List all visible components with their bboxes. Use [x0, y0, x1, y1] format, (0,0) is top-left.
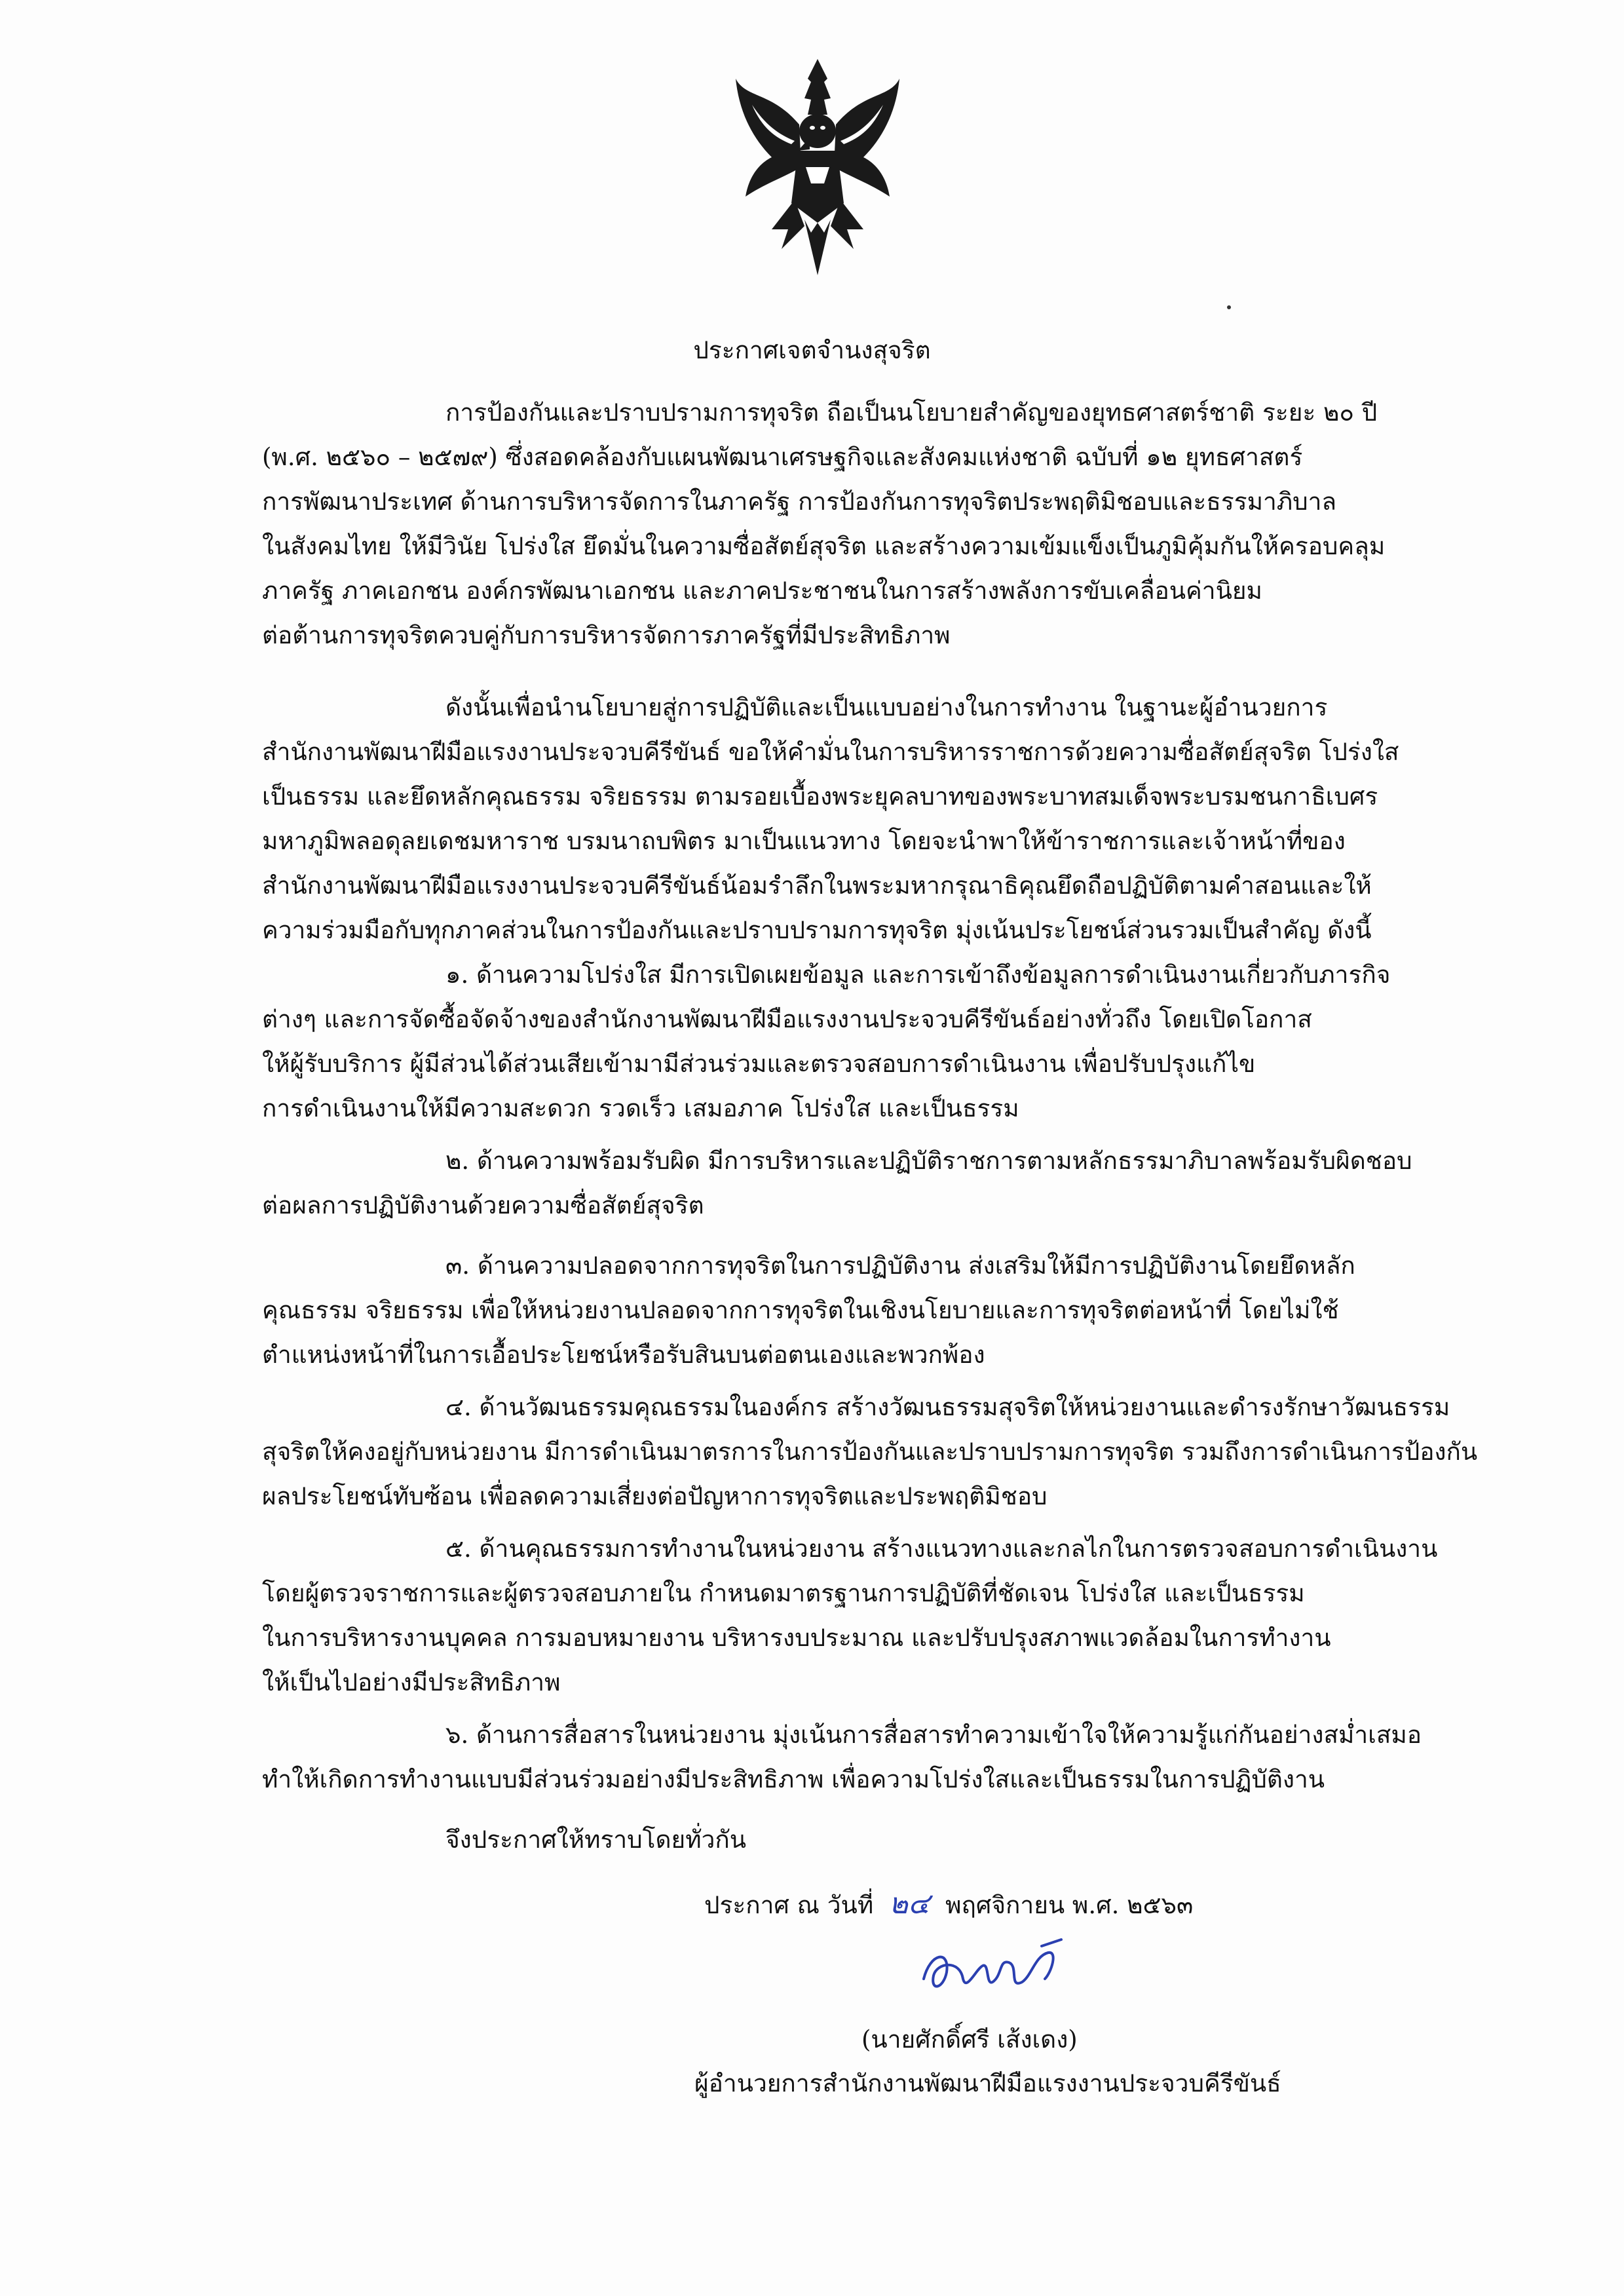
- date-line: [704, 1881, 1193, 1926]
- item-5-line: ในการบริหารงานบุคคล การมอบหมายงาน บริหารงบประมาณ และปรับปรุงสภาพแวดล้อมในการทำงาน: [262, 1624, 1331, 1652]
- item-6-line: ทำให้เกิดการทำงานแบบมีส่วนร่วมอย่างมีประสิทธิภาพ เพื่อความโปร่งใสและเป็นธรรมในการปฏิบัติงาน: [262, 1765, 1325, 1793]
- handwritten-signature: [911, 1933, 1081, 2005]
- item-5-line: ๕. ด้านคุณธรรมการทำงานในหน่วยงาน สร้างแนวทางและกลไกในการตรวจสอบการดำเนินงาน: [445, 1535, 1438, 1563]
- item-4-line: ผลประโยชน์ทับซ้อน เพื่อลดความเสี่ยงต่อปัญหาการทุจริตและประพฤติมิชอบ: [262, 1482, 1048, 1510]
- item-5-line: โดยผู้ตรวจราชการและผู้ตรวจสอบภายใน กำหนดมาตรฐานการปฏิบัติที่ชัดเจน โปร่งใส และเป็นธรรม: [262, 1579, 1305, 1607]
- paragraph-2-line: สำนักงานพัฒนาฝีมือแรงงานประจวบคีรีขันธ์น้อมรำลึกในพระมหากรุณาธิคุณยึดถือปฏิบัติตามคำสอนและให้: [262, 871, 1372, 900]
- item-2-line: ต่อผลการปฏิบัติงานด้วยความซื่อสัตย์สุจริต: [262, 1191, 704, 1219]
- item-5-line: ให้เป็นไปอย่างมีประสิทธิภาพ: [262, 1668, 561, 1696]
- signatory-position: ผู้อำนวยการสำนักงานพัฒนาฝีมือแรงงานประจวบคีรีขันธ์: [694, 2069, 1281, 2097]
- item-6-line: ๖. ด้านการสื่อสารในหน่วยงาน มุ่งเน้นการสื่อสารทำความเข้าใจให้ความรู้แก่กันอย่างสม่ำเสมอ: [445, 1721, 1422, 1749]
- item-1-line: ต่างๆ และการจัดซื้อจัดจ้างของสำนักงานพัฒนาฝีมือแรงงานประจวบคีรีขันธ์อย่างทั่วถึง โดยเปิดโอกาส: [262, 1005, 1312, 1033]
- closing-line: จึงประกาศให้ทราบโดยทั่วกัน: [445, 1826, 747, 1854]
- paragraph-1-line: ภาครัฐ ภาคเอกชน องค์กรพัฒนาเอกชน และภาคประชาชนในการสร้างพลังการขับเคลื่อนค่านิยม: [262, 577, 1262, 605]
- date-prefix: ประกาศ ณ วันที่: [704, 1891, 874, 1919]
- paragraph-1-line: ในสังคมไทย ให้มีวินัย โปร่งใส ยึดมั่นในความซื่อสัตย์สุจริต และสร้างความเข้มแข็งเป็นภูมิคุ้มกันให้ครอบคลุม: [262, 532, 1386, 560]
- date-day: ๒๔: [888, 1887, 930, 1921]
- paragraph-2-line: มหาภูมิพลอดุลยเดชมหาราช บรมนาถบพิตร มาเป็นแนวทาง โดยจะนำพาให้ข้าราชการและเจ้าหน้าที่ของ: [262, 827, 1346, 855]
- item-3-line: ตำแหน่งหน้าที่ในการเอื้อประโยชน์หรือรับสินบนต่อตนเองและพวกพ้อง: [262, 1341, 985, 1369]
- paragraph-1-line: (พ.ศ. ๒๕๖๐ – ๒๕๗๙) ซึ่งสอดคล้องกับแผนพัฒนาเศรษฐกิจและสังคมแห่งชาติ ฉบับที่ ๑๒ ยุทธศาสตร์: [262, 443, 1303, 471]
- item-1-line: การดำเนินงานให้มีความสะดวก รวดเร็ว เสมอภาค โปร่งใส และเป็นธรรม: [262, 1094, 1019, 1122]
- paragraph-2-line: ดังนั้นเพื่อนำนโยบายสู่การปฏิบัติและเป็นแบบอย่างในการทำงาน ในฐานะผู้อำนวยการ: [445, 693, 1328, 721]
- item-4-line: สุจริตให้คงอยู่กับหน่วยงาน มีการดำเนินมาตรการในการป้องกันและปราบปรามการทุจริต รวมถึงการดำเนินการป้องกัน: [262, 1438, 1478, 1466]
- date-month-year: พฤศจิกายน พ.ศ. ๒๕๖๓: [945, 1891, 1194, 1919]
- item-4-line: ๔. ด้านวัฒนธรรมคุณธรรมในองค์กร สร้างวัฒนธรรมสุจริตให้หน่วยงานและดำรงรักษาวัฒนธรรม: [445, 1393, 1450, 1421]
- paragraph-1-line: การป้องกันและปราบปรามการทุจริต ถือเป็นนโยบายสำคัญของยุทธศาสตร์ชาติ ระยะ ๒๐ ปี: [445, 398, 1378, 427]
- paragraph-2-line: ความร่วมมือกับทุกภาคส่วนในการป้องกันและปราบปรามการทุจริต มุ่งเน้นประโยชน์ส่วนรวมเป็นสำคัญ ดังนี้: [262, 916, 1372, 944]
- item-3-line: คุณธรรม จริยธรรม เพื่อให้หน่วยงานปลอดจากการทุจริตในเชิงนโยบายและการทุจริตต่อหน้าที่ โดยไม่ใช้: [262, 1296, 1339, 1324]
- garuda-emblem-icon: [732, 52, 903, 282]
- item-2-line: ๒. ด้านความพร้อมรับผิด มีการบริหารและปฏิบัติราชการตามหลักธรรมาภิบาลพร้อมรับผิดชอบ: [445, 1147, 1412, 1175]
- signatory-name: (นายศักดิ์ศรี เส้งเดง): [861, 2025, 1078, 2054]
- paragraph-1-line: การพัฒนาประเทศ ด้านการบริหารจัดการในภาครัฐ การป้องกันการทุจริตประพฤติมิชอบและธรรมาภิบาล: [262, 488, 1337, 516]
- document-title: ประกาศเจตจำนงสุจริต: [693, 336, 931, 364]
- paragraph-1-line: ต่อต้านการทุจริตควบคู่กับการบริหารจัดการภาครัฐที่มีประสิทธิภาพ: [262, 621, 951, 649]
- paragraph-2-line: สำนักงานพัฒนาฝีมือแรงงานประจวบคีรีขันธ์ ขอให้คำมั่นในการบริหารราชการด้วยความซื่อสัตย์สุจริต โปร่งใส: [262, 738, 1399, 766]
- item-1-line: ให้ผู้รับบริการ ผู้มีส่วนได้ส่วนเสียเข้ามามีส่วนร่วมและตรวจสอบการดำเนินงาน เพื่อปรับปรุงแก้ไข: [262, 1050, 1256, 1078]
- item-3-line: ๓. ด้านความปลอดจากการทุจริตในการปฏิบัติงาน ส่งเสริมให้มีการปฏิบัติงานโดยยึดหลัก: [445, 1252, 1355, 1280]
- paragraph-2-line: เป็นธรรม และยึดหลักคุณธรรม จริยธรรม ตามรอยเบื้องพระยุคลบาทของพระบาทสมเด็จพระบรมชนกาธิเบศร: [262, 782, 1378, 811]
- item-1-line: ๑. ด้านความโปร่งใส มีการเปิดเผยข้อมูล และการเข้าถึงข้อมูลการดำเนินงานเกี่ยวกับภารกิจ: [445, 961, 1391, 989]
- scan-speck: [1227, 305, 1231, 309]
